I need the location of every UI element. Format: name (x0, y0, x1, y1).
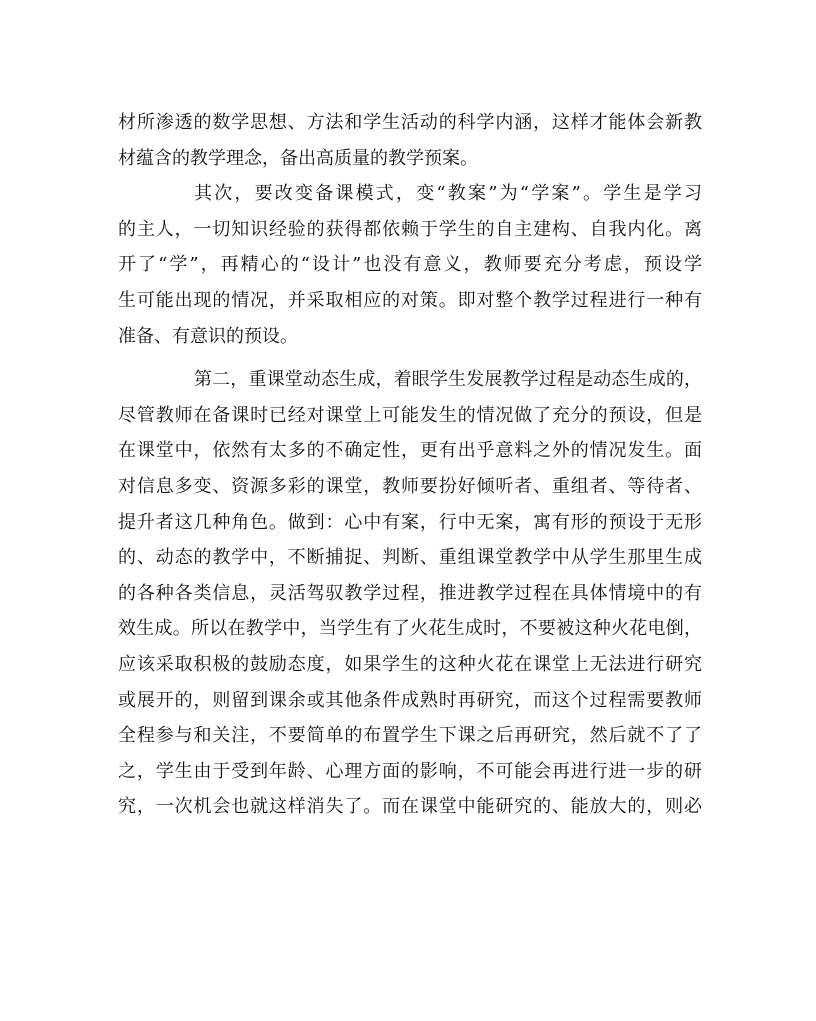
text-line: 准备、有意识的预设。 (118, 325, 298, 347)
text-line: 全程参与和关注，不要简单的布置学生下课之后再研究，然后就不了了 (118, 725, 702, 747)
paragraph-3 (118, 362, 702, 825)
text-line: 提升者这几种角色。做到：心中有案，行中无案，寓有形的预设于无形 (118, 511, 702, 533)
text-line: 其次，要改变备课模式，变“教案”为“学案”。学生是学习 (194, 183, 702, 205)
text-line: 材蕴含的教学理念，备出高质量的教学预案。 (118, 147, 478, 169)
text-line: 尽管教师在备课时已经对课堂上可能发生的情况做了充分的预设，但是 (118, 404, 702, 426)
document-body (118, 105, 702, 825)
text-line: 或展开的，则留到课余或其他条件成熟时再研究，而这个过程需要教师 (118, 689, 702, 711)
text-line: 生可能出现的情况，并采取相应的对策。即对整个教学过程进行一种有 (118, 289, 702, 311)
text-line: 之，学生由于受到年龄、心理方面的影响，不可能会再进行进一步的研 (118, 760, 702, 782)
text-line: 在课堂中，依然有太多的不确定性，更有出乎意料之外的情况发生。面 (118, 440, 702, 462)
paragraph-1 (118, 105, 702, 176)
text-line: 效生成。所以在教学中，当学生有了火花生成时，不要被这种火花电倒， (118, 618, 702, 640)
text-line: 开了“学”，再精心的“设计”也没有意义，教师要充分考虑，预设学 (118, 254, 702, 276)
paragraph-2 (118, 176, 702, 354)
text-line: 材所渗透的数学思想、方法和学生活动的科学内涵，这样才能体会新教 (118, 112, 702, 133)
text-line: 的各种各类信息，灵活驾驭教学过程，推进教学过程在具体情境中的有 (118, 582, 702, 604)
text-line: 究，一次机会也就这样消失了。而在课堂中能研究的、能放大的，则必 (118, 796, 702, 818)
text-line: 应该采取积极的鼓励态度，如果学生的这种火花在课堂上无法进行研究 (118, 653, 702, 675)
text-line: 第二，重课堂动态生成，着眼学生发展教学过程是动态生成的， (194, 369, 702, 391)
paragraph-gap (118, 354, 702, 362)
text-line: 对信息多变、资源多彩的课堂，教师要扮好倾听者、重组者、等待者、 (118, 475, 702, 497)
text-line: 的、动态的教学中，不断捕捉、判断、重组课堂教学中从学生那里生成 (118, 547, 702, 569)
text-line: 的主人，一切知识经验的获得都依赖于学生的自主建构、自我内化。离 (118, 218, 702, 240)
